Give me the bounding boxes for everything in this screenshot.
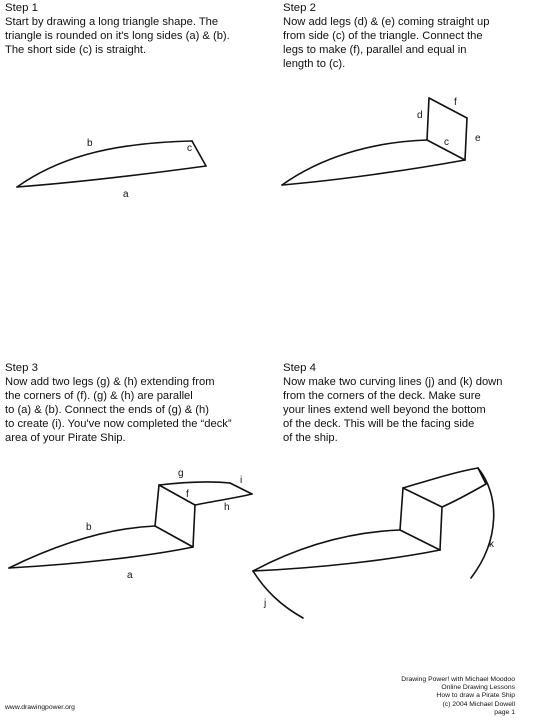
edge-f [159, 485, 195, 505]
label-a: a [123, 189, 129, 200]
credits-line: page 1 [494, 708, 515, 716]
step-2-drawing [282, 97, 481, 185]
leg-g [159, 482, 230, 485]
step-3-line: Now add two legs (g) & (h) extending from [5, 376, 215, 388]
side-b [9, 526, 155, 568]
step-3-line: to (a) & (b). Connect the ends of (g) & (h) [5, 404, 209, 416]
curve-j [253, 571, 303, 618]
side-c [400, 530, 440, 550]
label-c: c [187, 143, 192, 154]
step-4-line: from the corners of the deck. Make sure [283, 390, 481, 402]
step-1-drawing [17, 138, 206, 200]
credits-line: (c) 2004 Michael Dowell [442, 700, 515, 708]
step-4-heading: Step 4 [283, 362, 316, 374]
side-a [9, 547, 193, 568]
label-j: j [264, 598, 267, 609]
leg-e [193, 505, 195, 547]
step-2-line: Now add legs (d) & (e) coming straight up [283, 16, 490, 28]
step-3-drawing [9, 468, 252, 581]
step-1-heading: Step 1 [5, 2, 38, 14]
step-1-line: The short side (c) is straight. [5, 44, 147, 56]
step-2-line: from side (c) of the triangle. Connect the [283, 30, 483, 42]
edge-f [429, 98, 467, 118]
step-4-line: your lines extend well beyond the bottom [283, 404, 486, 416]
credits-line: Online Drawing Lessons [441, 684, 515, 692]
side-c [192, 141, 206, 166]
side-b [282, 140, 427, 185]
side-b [253, 530, 400, 571]
label-a: a [127, 570, 133, 581]
side-b [17, 141, 192, 187]
leg-d [427, 98, 429, 140]
label-d: d [417, 110, 423, 121]
side-a [17, 166, 206, 187]
label-i: i [240, 475, 243, 486]
step-4-line: of the deck. This will be the facing side [283, 418, 475, 430]
leg-d [400, 488, 403, 530]
label-f: f [454, 97, 457, 108]
curve-k [471, 468, 494, 578]
leg-h [442, 484, 486, 507]
step-3-line: to create (i). You've now completed the “deck” [5, 418, 232, 430]
step-4-line: of the ship. [283, 432, 338, 444]
step-1-line: triangle is rounded on it's long sides (a) & (b). [5, 30, 230, 42]
label-c: c [444, 137, 449, 148]
label-k: k [489, 539, 494, 550]
step-3-line: area of your Pirate Ship. [5, 432, 126, 444]
label-f: f [186, 489, 189, 500]
step-1-line: Start by drawing a long triangle shape. The [5, 16, 219, 28]
label-b: b [87, 138, 93, 149]
step-3-line: the corners of (f). (g) & (h) are parallel [5, 390, 193, 402]
step-4-drawing [253, 468, 495, 618]
site-url: www.drawingpower.org [5, 704, 75, 711]
side-a [253, 550, 440, 571]
leg-d [155, 485, 159, 526]
credits-line: How to draw a Pirate Ship [436, 692, 515, 700]
leg-e [465, 118, 467, 160]
edge-f [403, 488, 442, 507]
step-4-line: Now make two curving lines (j) and (k) down [283, 376, 503, 388]
label-h: h [224, 502, 230, 513]
leg-g [403, 468, 478, 488]
step-3-heading: Step 3 [5, 362, 38, 374]
label-b: b [86, 522, 92, 533]
step-2-line: legs to make (f), parallel and equal in [283, 44, 467, 56]
credits-block [401, 676, 515, 717]
label-g: g [178, 468, 184, 479]
step-2-line: length to (c). [283, 58, 346, 70]
leg-e [440, 507, 442, 550]
credits-line: Drawing Power! with Michael Moodoo [401, 676, 515, 683]
side-a [282, 160, 465, 185]
step-2-heading: Step 2 [283, 2, 316, 14]
label-e: e [475, 133, 481, 144]
side-c [155, 526, 193, 547]
